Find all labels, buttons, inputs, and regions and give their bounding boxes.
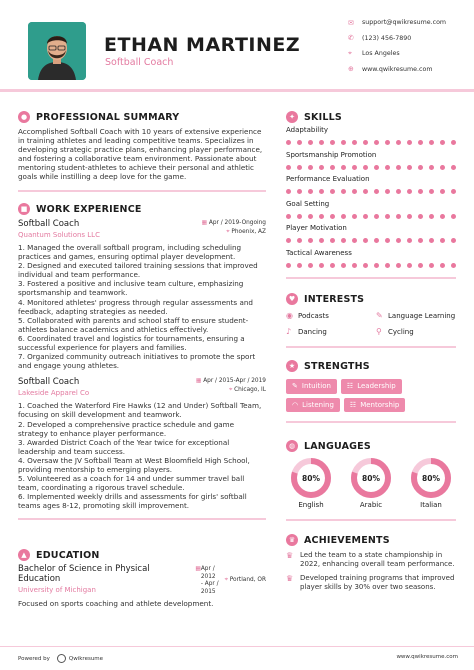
job-bullet: 1. Managed the overall softball program, including scheduling practices and games, ensuring optimal player development.: [18, 243, 242, 262]
skill-dot: [407, 165, 412, 170]
skill-dot: [330, 238, 335, 243]
strength-label: Mentorship: [360, 400, 400, 409]
skill-dot: [440, 263, 445, 268]
interest-label: Podcasts: [298, 311, 329, 320]
skill-dot: [418, 189, 423, 194]
skill-dot: [374, 238, 379, 243]
skill-rating: [286, 258, 456, 274]
skill-name: Goal Setting: [286, 199, 330, 208]
language-item: [286, 457, 336, 509]
skill-item: [286, 200, 456, 225]
contact-list: [348, 15, 473, 77]
strengths-divider: [286, 421, 456, 423]
skill-dot: [352, 140, 357, 145]
contact-email[interactable]: [348, 15, 473, 31]
skill-dot: [286, 263, 291, 268]
skill-dot: [451, 214, 456, 219]
school-name: University of Michigan: [18, 586, 96, 594]
edu-date-3: - Apr /: [200, 581, 219, 587]
skill-dot: [319, 238, 324, 243]
graduation-cap-icon: ▲: [18, 549, 30, 561]
strength-tag: [286, 398, 340, 413]
degree-line-1: Bachelor of Science in Physical: [18, 564, 150, 574]
interest-item: [376, 311, 456, 320]
skill-dot: [352, 165, 357, 170]
languages-section: [286, 437, 456, 521]
skill-rating: [286, 160, 456, 176]
skill-dot: [396, 165, 401, 170]
trophy-icon: ♛: [286, 534, 298, 546]
skill-dot: [297, 214, 302, 219]
job-bullet: 3. Awarded District Coach of the Year twice for exceptional leadership and team success.: [18, 437, 230, 456]
interest-label: Language Learning: [388, 311, 456, 320]
footer-url[interactable]: www.qwikresume.com: [396, 654, 458, 660]
powered-by: [18, 654, 103, 663]
skill-dot: [363, 214, 368, 219]
skill-dot: [352, 214, 357, 219]
resume-header: [0, 0, 474, 90]
website-icon: ⊕: [348, 65, 354, 74]
skill-dot: [385, 214, 390, 219]
skill-rating: [286, 135, 456, 151]
skill-dot: [385, 189, 390, 194]
skill-dot: [330, 214, 335, 219]
job-entry: [18, 219, 266, 370]
skill-dot: [297, 140, 302, 145]
skill-rating: [286, 209, 456, 225]
skill-dot: [286, 214, 291, 219]
skill-dot: [319, 263, 324, 268]
mentorship-icon: ☷: [349, 400, 357, 409]
job-company: Lakeside Apparel Co: [18, 389, 90, 398]
skill-dot: [418, 140, 423, 145]
job-bullet: 5. Volunteered as a coach for 14 and under summer travel ball team, coordinating a rigorous travel schedule.: [18, 474, 245, 493]
skill-dot: [308, 140, 313, 145]
skill-dot: [429, 263, 434, 268]
interest-label: Dancing: [298, 327, 327, 336]
contact-email-text: support@qwikresume.com: [362, 19, 447, 27]
job-company: Quantum Solutions LLC: [18, 231, 100, 239]
language-name: English: [298, 501, 324, 509]
header-divider: [0, 89, 474, 92]
candidate-name: ETHAN MARTINEZ: [104, 34, 301, 56]
leadership-icon: ☷: [346, 382, 354, 391]
skill-dot: [429, 140, 434, 145]
skill-dot: [341, 214, 346, 219]
skill-name: Performance Evaluation: [286, 175, 370, 183]
language-ring: [350, 457, 392, 499]
interest-label: Cycling: [388, 327, 414, 336]
skill-dot: [363, 189, 368, 194]
skill-dot: [341, 140, 346, 145]
skill-item: [286, 224, 456, 249]
skills-list: [286, 126, 456, 273]
skill-dot: [352, 189, 357, 194]
skill-dot: [341, 165, 346, 170]
skill-dot: [308, 238, 313, 243]
interests-title: INTERESTS: [304, 293, 365, 305]
strength-label: Leadership: [357, 382, 396, 391]
skill-dot: [363, 140, 368, 145]
achievements-list: [286, 551, 456, 592]
achievements-title: ACHIEVEMENTS: [304, 534, 390, 546]
skill-dot: [341, 189, 346, 194]
skill-dot: [330, 189, 335, 194]
location-icon: ⌖: [348, 49, 352, 58]
skill-dot: [407, 238, 412, 243]
skill-dot: [352, 263, 357, 268]
skill-dot: [363, 238, 368, 243]
achievement-item: [286, 551, 456, 569]
skill-dot: [385, 140, 390, 145]
job-bullet: 7. Organized community outreach initiatives to promote the sport and engage young athletes.: [18, 352, 256, 371]
job-bullet: 1. Coached the Waterford Fire Hawks (12 and Under) Softball Team, focusing on skill development and teamwork.: [18, 401, 262, 420]
languages-list: [286, 457, 456, 509]
strengths-section: [286, 357, 456, 423]
job-bullets: [18, 401, 266, 510]
job-dates: Apr / 2015-Apr / 2019: [203, 378, 266, 385]
skill-dot: [308, 214, 313, 219]
skill-dot: [451, 238, 456, 243]
contact-location: [348, 46, 473, 62]
location-pin-icon: ⌖: [224, 577, 230, 583]
skill-dot: [407, 263, 412, 268]
job-bullet: 2. Developed a comprehensive practice schedule and game strategy to enhance player performance.: [18, 419, 235, 438]
job-entry: [18, 377, 266, 510]
skill-item: [286, 175, 456, 200]
education-title: EDUCATION: [36, 549, 100, 561]
footer-divider: [0, 646, 474, 647]
skill-dot: [374, 263, 379, 268]
achievements-section: [286, 531, 456, 597]
skill-dot: [374, 140, 379, 145]
brand-name: Qwikresume: [68, 655, 104, 662]
edu-date-2: 2012: [200, 573, 216, 580]
skill-dot: [374, 165, 379, 170]
skill-dot: [396, 238, 401, 243]
skill-dot: [429, 214, 434, 219]
skill-rating: [286, 184, 456, 200]
contact-phone[interactable]: [348, 31, 473, 47]
skill-dot: [286, 140, 291, 145]
contact-phone-text: (123) 456-7890: [362, 34, 412, 42]
language-name: Arabic: [359, 501, 383, 509]
job-bullet: 4. Monitored athletes' progress through regular assessments and feedback, adapting strategies as needed.: [18, 297, 253, 316]
interests-divider: [286, 346, 456, 348]
trophy-icon: ♛: [286, 574, 294, 583]
lightbulb-icon: ✦: [286, 111, 298, 123]
dancing-icon: ♪: [286, 327, 292, 336]
job-role: Softball Coach: [18, 377, 80, 388]
skill-name: Adaptability: [286, 126, 329, 134]
language-ring: [410, 457, 452, 499]
achievement-text: Developed training programs that improved player skills by 30% over two seasons.: [300, 574, 455, 591]
trophy-icon: ♛: [286, 551, 294, 560]
candidate-title: Softball Coach: [105, 57, 174, 68]
heart-icon: ♥: [286, 293, 298, 305]
job-dates: Apr / 2019-Ongoing: [208, 220, 266, 226]
language-percent: 80%: [422, 474, 440, 483]
skill-item: [286, 151, 456, 176]
skill-dot: [286, 238, 291, 243]
skill-dot: [418, 238, 423, 243]
strengths-title: STRENGTHS: [304, 360, 370, 372]
skill-dot: [451, 189, 456, 194]
briefcase-icon: ■: [18, 203, 30, 215]
skill-dot: [440, 165, 445, 170]
skill-dot: [396, 263, 401, 268]
skill-item: [286, 249, 456, 274]
skill-rating: [286, 233, 456, 249]
skill-item: [286, 126, 456, 151]
calendar-icon: ▦: [195, 566, 201, 572]
summary-title: PROFESSIONAL SUMMARY: [36, 111, 180, 123]
skills-title: SKILLS: [304, 111, 342, 123]
skill-dot: [396, 189, 401, 194]
skill-dot: [330, 263, 335, 268]
contact-website-text: www.qwikresume.com: [362, 65, 433, 73]
skill-dot: [451, 165, 456, 170]
skill-dot: [319, 214, 324, 219]
language-ring: [290, 457, 332, 499]
education-meta: [195, 566, 266, 596]
skill-dot: [352, 238, 357, 243]
job-location: Phoenix, AZ: [231, 229, 266, 235]
strength-label: Listening: [302, 400, 334, 409]
skill-dot: [418, 165, 423, 170]
skill-dot: [440, 214, 445, 219]
skill-dot: [319, 189, 324, 194]
job-bullet: 6. Implemented weekly drills and assessments for girls' softball teams ages 8-12, promoting skill improvement.: [18, 492, 247, 511]
skill-dot: [418, 263, 423, 268]
interest-item: [286, 311, 366, 320]
skill-dot: [363, 165, 368, 170]
skill-dot: [297, 263, 302, 268]
skill-dot: [451, 263, 456, 268]
skill-dot: [429, 238, 434, 243]
skill-dot: [286, 165, 291, 170]
location-pin-icon: ⌖: [226, 229, 232, 235]
globe-icon: ◍: [286, 440, 298, 452]
language-icon: ✎: [376, 311, 383, 320]
experience-title: WORK EXPERIENCE: [36, 203, 142, 215]
interests-section: [286, 290, 456, 348]
intuition-icon: ✎: [292, 382, 298, 391]
job-role: Softball Coach: [18, 219, 80, 229]
skill-dot: [396, 214, 401, 219]
skill-name: Tactical Awareness: [286, 248, 352, 257]
language-item: [406, 457, 456, 509]
skill-dot: [341, 263, 346, 268]
page-footer: [0, 646, 474, 670]
degree-line-2: Education: [18, 574, 61, 584]
strength-tag: [344, 398, 405, 413]
skill-dot: [308, 165, 313, 170]
education-section: [18, 546, 266, 608]
qwikresume-logo-icon: [57, 654, 66, 663]
skills-divider: [286, 277, 456, 279]
skill-dot: [297, 165, 302, 170]
strength-tag: [341, 379, 402, 394]
skill-name: Sportsmanship Promotion: [286, 150, 377, 159]
skill-dot: [418, 214, 423, 219]
strength-tag: [286, 379, 337, 394]
edu-date-1: Apr /: [200, 566, 215, 572]
user-icon: ●: [18, 111, 30, 123]
job-bullet: 4. Oversaw the JV Softball Team at West Bloomfield High School, providing mentorship to emerging players.: [18, 455, 250, 474]
skill-dot: [440, 238, 445, 243]
job-bullets: [18, 243, 266, 370]
languages-divider: [286, 519, 456, 521]
summary-divider: [18, 190, 266, 192]
skill-dot: [319, 165, 324, 170]
powered-label: Powered by: [18, 655, 50, 662]
language-name: Italian: [420, 501, 442, 509]
skill-dot: [374, 189, 379, 194]
skill-dot: [341, 238, 346, 243]
skill-dot: [429, 189, 434, 194]
language-percent: 80%: [302, 474, 320, 483]
skills-section: [286, 108, 456, 279]
experience-section: [18, 200, 266, 520]
education-location: Portland, OR: [229, 577, 266, 583]
summary-section: [18, 108, 266, 192]
job-bullet: 6. Coordinated travel and logistics for tournaments, ensuring a successful experience for players and families.: [18, 333, 245, 353]
summary-text: Accomplished Softball Coach with 10 years of extensive experience in training athletes and leading competitive teams. Specializes in developing strategic practice plans, enhancing player performance, and fostering a collaborative team environment. Passionate about mentoring student-athletes to achieve their personal and athletic goals while instilling a deep love for the game.: [18, 127, 263, 182]
skill-dot: [330, 140, 335, 145]
listening-icon: ◠: [292, 400, 299, 409]
podcast-icon: ◉: [286, 311, 293, 320]
skill-dot: [297, 238, 302, 243]
cycling-icon: ⚲: [376, 327, 382, 336]
language-percent: 80%: [362, 474, 380, 483]
interests-list: [286, 311, 456, 336]
star-icon: ★: [286, 360, 298, 372]
skill-dot: [308, 189, 313, 194]
skill-dot: [407, 214, 412, 219]
calendar-icon: ▦: [195, 378, 204, 385]
contact-location-text: Los Angeles: [362, 50, 400, 58]
achievement-item: [286, 574, 456, 592]
skill-dot: [374, 214, 379, 219]
skill-dot: [407, 189, 412, 194]
achievement-text: Led the team to a state championship in 2022, enhancing overall team performance.: [300, 551, 455, 568]
skill-dot: [363, 263, 368, 268]
interest-item: [376, 327, 456, 336]
job-bullet: 3. Fostered a positive and inclusive team culture, emphasizing sportsmanship and teamwork.: [18, 279, 244, 298]
skill-dot: [385, 238, 390, 243]
skill-dot: [440, 140, 445, 145]
strengths-tags: [286, 379, 456, 412]
edu-date-4: 2015: [200, 588, 216, 595]
job-location: Chicago, IL: [234, 387, 266, 394]
calendar-icon: ▦: [201, 220, 209, 226]
profile-photo: [28, 22, 86, 80]
skill-dot: [396, 140, 401, 145]
skill-dot: [429, 165, 434, 170]
strength-label: Intuition: [301, 382, 331, 391]
skill-dot: [385, 263, 390, 268]
skill-dot: [385, 165, 390, 170]
skill-dot: [319, 140, 324, 145]
skill-name: Player Motivation: [286, 224, 347, 232]
skill-dot: [308, 263, 313, 268]
job-bullet: 2. Designed and executed tailored training sessions that improved individual and team performance.: [18, 261, 258, 280]
education-note: Focused on sports coaching and athlete development.: [18, 599, 214, 608]
email-icon: ✉: [348, 18, 354, 27]
skill-dot: [440, 189, 445, 194]
experience-divider: [18, 518, 266, 520]
contact-website[interactable]: [348, 62, 473, 78]
location-pin-icon: ⌖: [228, 387, 235, 394]
skill-dot: [330, 165, 335, 170]
skill-dot: [286, 189, 291, 194]
skill-dot: [297, 189, 302, 194]
language-item: [346, 457, 396, 509]
job-bullet: 5. Collaborated with parents and school staff to ensure student-athletes balance academics and athletics effectively.: [18, 315, 249, 334]
languages-title: LANGUAGES: [304, 440, 371, 452]
skill-dot: [407, 140, 412, 145]
skill-dot: [451, 140, 456, 145]
phone-icon: ✆: [348, 34, 354, 43]
interest-item: [286, 327, 366, 336]
